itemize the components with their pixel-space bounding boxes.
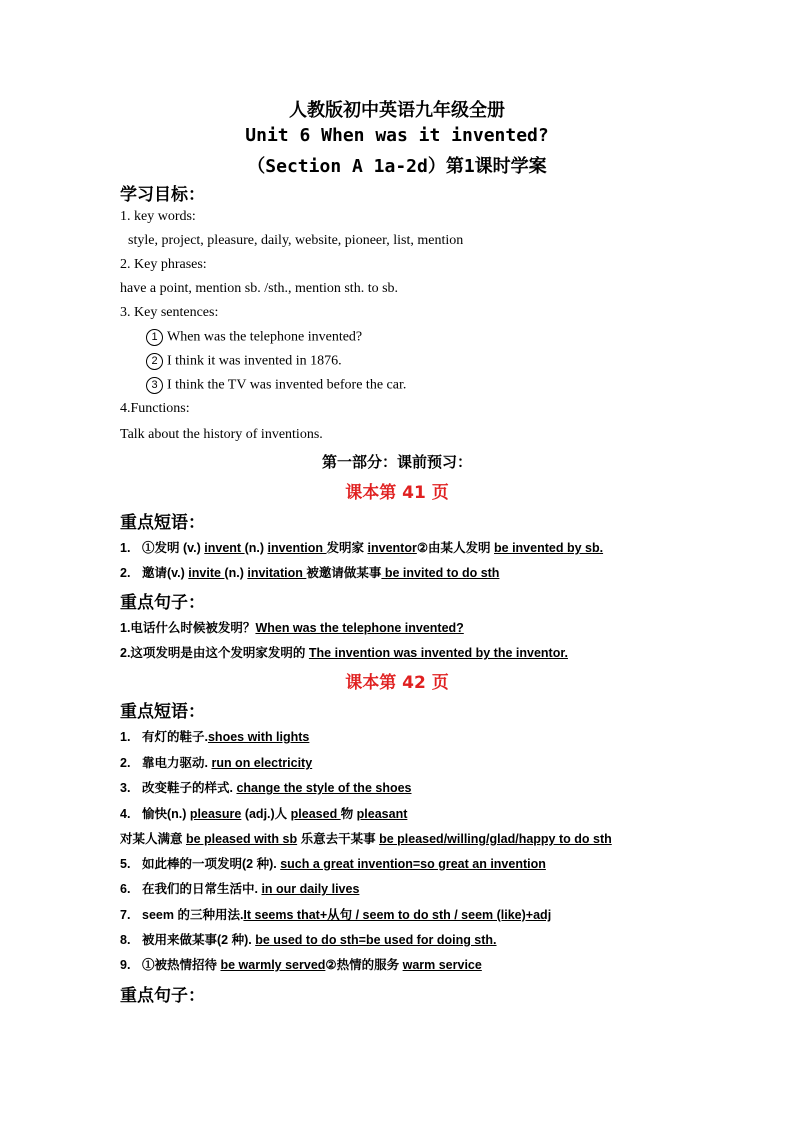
- answer-invent: invent: [204, 541, 245, 555]
- phrase-pos: (n.): [224, 566, 248, 580]
- phrase-pos: (n.): [244, 541, 268, 555]
- key-sentences-label: 3. Key sentences:: [120, 305, 219, 320]
- phrase-cn: 被邀请做某事: [306, 566, 382, 580]
- doc-title-line1: 人教版初中英语九年级全册: [289, 100, 505, 121]
- phrase-answer: in our daily lives: [261, 882, 360, 896]
- phrase-answer: change the style of the shoes: [236, 781, 412, 795]
- phrase-cn: seem 的三种用法.: [142, 908, 244, 922]
- phrase-cn: 靠电力驱动.: [142, 756, 212, 770]
- phrase-42-6: [120, 879, 359, 897]
- item-number: 4.: [120, 807, 131, 821]
- sentences-heading-41: 重点句子：: [120, 593, 205, 613]
- sentence-41-1: [120, 618, 464, 636]
- key-words-list: style, project, pleasure, daily, website, pioneer, list, mention: [128, 233, 464, 248]
- phrase-cn: 如此棒的一项发明(2 种).: [142, 857, 281, 871]
- phrase-cn: ②由某人发明: [416, 541, 495, 555]
- phrase-cn: 对某人满意: [120, 832, 186, 846]
- phrase-answer: warm service: [402, 958, 482, 972]
- key-words-label: 1. key words:: [120, 209, 196, 224]
- answer-invention: invention: [267, 541, 327, 555]
- key-phrases-list: have a point, mention sb. /sth., mention sth. to sb.: [120, 281, 399, 296]
- item-number: 1.: [120, 730, 131, 744]
- item-number: 9.: [120, 958, 131, 972]
- item-number: 6.: [120, 882, 131, 896]
- phrase-answer: run on electricity: [211, 756, 313, 770]
- item-number: 2.: [120, 756, 131, 770]
- phrase-cn: ①发明 (v.): [142, 541, 205, 555]
- phrase-41-2: [120, 563, 499, 581]
- phrase-cn: 改变鞋子的样式.: [142, 781, 237, 795]
- sentences-heading-42: 重点句子：: [120, 986, 205, 1006]
- phrase-answer: It seems that+从句 / seem to do sth / seem (like)+adj: [243, 908, 552, 922]
- answer-be-invented-by: be invented by sb.: [494, 541, 604, 555]
- phrase-answer: be used to do sth=be used for doing sth.: [255, 933, 497, 947]
- phrase-42-8: [120, 930, 497, 948]
- objectives-heading: 学习目标：: [120, 185, 205, 205]
- phrase-cn: 有灯的鞋子.: [142, 730, 208, 744]
- item-number: 3.: [120, 781, 131, 795]
- phrase-cn: 被用来做某事(2 种).: [142, 933, 256, 947]
- phrase-cn: ①被热情招待: [142, 958, 221, 972]
- phrase-cn: 发明家: [326, 541, 368, 555]
- circled-number-2: 2: [146, 353, 163, 370]
- key-sentence-2: [146, 353, 342, 370]
- doc-title-line2: Unit 6 When was it invented?: [245, 125, 549, 146]
- answer-inventor: inventor: [367, 541, 417, 555]
- answer-be-invited: be invited to do sth: [381, 566, 500, 580]
- item-number: 8.: [120, 933, 131, 947]
- key-sentence-text: I think the TV was invented before the car.: [167, 377, 407, 393]
- phrase-answer: be warmly served: [220, 958, 326, 972]
- phrase-42-2: [120, 753, 312, 771]
- page42-title: 课本第 42 页: [345, 673, 449, 693]
- key-sentence-3: [146, 377, 406, 394]
- page41-title: 课本第 41 页: [345, 483, 449, 503]
- phrases-heading-41: 重点短语：: [120, 513, 205, 533]
- phrase-answer: be pleased/willing/glad/happy to do sth: [379, 832, 612, 846]
- doc-title-line3: （Section A 1a-2d）第1课时学案: [247, 156, 547, 177]
- phrase-answer: be pleased with sb: [185, 832, 298, 846]
- answer-pleasure: pleasure: [189, 807, 242, 821]
- phrases-heading-42: 重点短语：: [120, 702, 205, 722]
- item-number: 1.: [120, 541, 131, 555]
- answer-pleasant: pleasant: [356, 807, 408, 821]
- sentence-cn: 1.电话什么时候被发明？: [120, 621, 256, 635]
- phrase-answer: such a great invention=so great an invention: [280, 857, 546, 871]
- phrase-cn: 物: [340, 807, 357, 821]
- sentence-answer: When was the telephone invented?: [255, 621, 464, 635]
- part1-title: 第一部分：课前预习：: [321, 453, 472, 471]
- key-sentence-1: [146, 329, 362, 346]
- item-number: 2.: [120, 566, 131, 580]
- item-number: 5.: [120, 857, 131, 871]
- sentence-cn: 2.这项发明是由这个发明家发明的: [120, 646, 309, 660]
- phrase-cn: 愉快(n.): [142, 807, 190, 821]
- phrase-42-4: [120, 804, 407, 822]
- sentence-41-2: [120, 643, 568, 661]
- phrase-answer: shoes with lights: [207, 730, 310, 744]
- key-sentence-text: When was the telephone invented?: [167, 329, 363, 345]
- phrase-42-4b: [120, 829, 612, 847]
- phrase-pos: (adj.)人: [241, 807, 291, 821]
- answer-invitation: invitation: [247, 566, 307, 580]
- key-phrases-label: 2. Key phrases:: [120, 257, 207, 272]
- phrase-cn: 邀请(v.): [142, 566, 189, 580]
- phrase-42-5: [120, 854, 546, 872]
- phrase-42-3: [120, 778, 412, 796]
- phrase-42-7: [120, 905, 551, 923]
- sentence-answer: The invention was invented by the inventor.: [308, 646, 568, 660]
- phrase-cn: 乐意去干某事: [297, 832, 380, 846]
- answer-pleased: pleased: [290, 807, 341, 821]
- phrase-41-1: [120, 538, 603, 556]
- phrase-42-9: [120, 955, 482, 973]
- functions-text: Talk about the history of inventions.: [120, 427, 323, 442]
- circled-number-1: 1: [146, 329, 163, 346]
- phrase-42-1: [120, 727, 309, 745]
- answer-invite: invite: [188, 566, 225, 580]
- item-number: 7.: [120, 908, 131, 922]
- phrase-cn: 在我们的日常生活中.: [142, 882, 262, 896]
- circled-number-3: 3: [146, 377, 163, 394]
- phrase-cn: ②热情的服务: [325, 958, 403, 972]
- functions-label: 4.Functions:: [120, 401, 190, 416]
- key-sentence-text: I think it was invented in 1876.: [167, 353, 342, 369]
